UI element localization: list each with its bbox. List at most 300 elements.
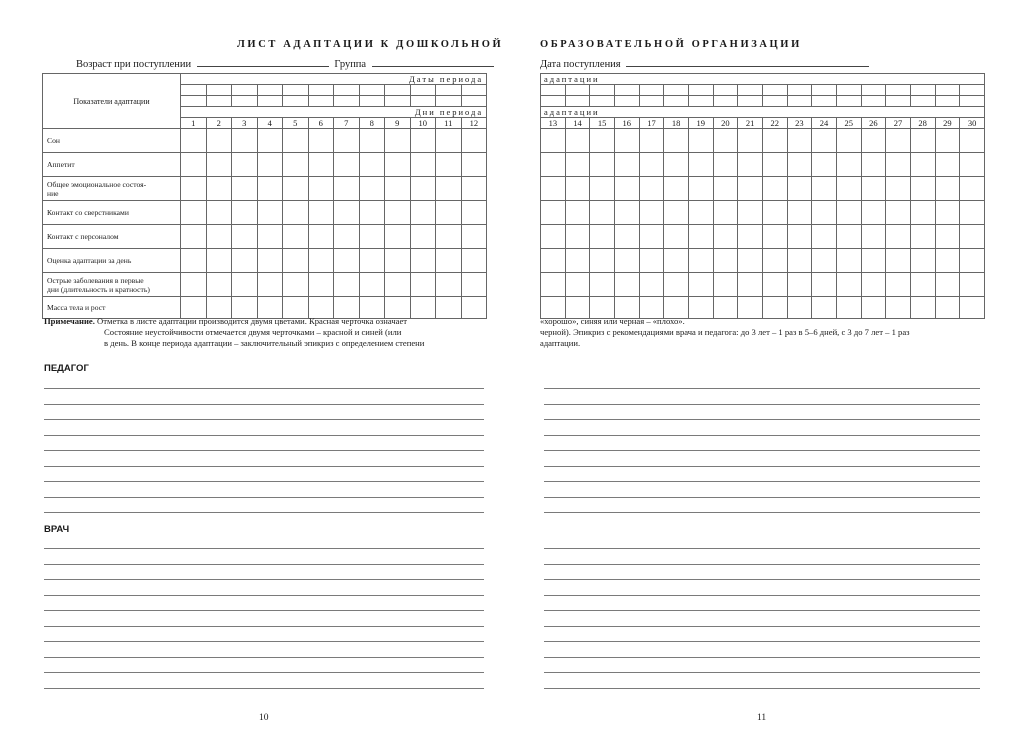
date-cell[interactable] [308, 85, 334, 96]
date-cell[interactable] [590, 85, 615, 96]
mark-cell[interactable] [232, 225, 258, 249]
date-cell[interactable] [664, 85, 689, 96]
mark-cell[interactable] [181, 273, 207, 297]
mark-cell[interactable] [283, 201, 309, 225]
mark-cell[interactable] [910, 249, 935, 273]
date-label: Дата поступления [540, 59, 621, 70]
mark-cell[interactable] [410, 153, 436, 177]
date-cell[interactable] [688, 85, 713, 96]
mark-cell[interactable] [614, 153, 639, 177]
date-cell[interactable] [565, 96, 590, 107]
mark-cell[interactable] [688, 177, 713, 201]
mark-cell[interactable] [181, 201, 207, 225]
day-number: 13 [541, 118, 566, 129]
mark-cell[interactable] [787, 129, 812, 153]
mark-cell[interactable] [257, 249, 283, 273]
writing-line [44, 497, 484, 498]
mark-cell[interactable] [664, 153, 689, 177]
doctor-writing-lines[interactable] [44, 548, 484, 698]
mark-cell[interactable] [935, 201, 960, 225]
date-cell[interactable] [461, 85, 487, 96]
writing-line [544, 466, 980, 467]
mark-cell[interactable] [910, 297, 935, 319]
mark-cell[interactable] [257, 273, 283, 297]
mark-cell[interactable] [935, 177, 960, 201]
mark-cell[interactable] [762, 273, 787, 297]
mark-cell[interactable] [787, 249, 812, 273]
date-cell[interactable] [283, 96, 309, 107]
right-writing-lines-top[interactable] [544, 388, 980, 518]
mark-cell[interactable] [960, 153, 985, 177]
date-cell[interactable] [410, 85, 436, 96]
mark-cell[interactable] [410, 225, 436, 249]
date-cell[interactable] [713, 96, 738, 107]
mark-cell[interactable] [762, 177, 787, 201]
mark-cell[interactable] [787, 153, 812, 177]
mark-cell[interactable] [359, 129, 385, 153]
mark-cell[interactable] [283, 273, 309, 297]
date-cell[interactable] [385, 85, 411, 96]
writing-line [544, 388, 980, 389]
mark-cell[interactable] [886, 177, 911, 201]
date-cell[interactable] [181, 96, 207, 107]
mark-cell[interactable] [787, 225, 812, 249]
mark-cell[interactable] [461, 201, 487, 225]
mark-cell[interactable] [639, 273, 664, 297]
mark-cell[interactable] [910, 129, 935, 153]
mark-cell[interactable] [960, 177, 985, 201]
date-cell[interactable] [812, 85, 837, 96]
mark-cell[interactable] [664, 177, 689, 201]
mark-cell[interactable] [910, 177, 935, 201]
mark-cell[interactable] [614, 249, 639, 273]
mark-cell[interactable] [283, 153, 309, 177]
mark-cell[interactable] [762, 153, 787, 177]
date-cell[interactable] [812, 96, 837, 107]
date-cell[interactable] [935, 85, 960, 96]
mark-cell[interactable] [308, 273, 334, 297]
mark-cell[interactable] [935, 273, 960, 297]
mark-cell[interactable] [861, 225, 886, 249]
teacher-heading: ПЕДАГОГ [44, 363, 89, 374]
mark-cell[interactable] [886, 129, 911, 153]
mark-cell[interactable] [639, 153, 664, 177]
day-number: 6 [308, 118, 334, 129]
mark-cell[interactable] [886, 273, 911, 297]
mark-cell[interactable] [861, 249, 886, 273]
mark-cell[interactable] [738, 273, 763, 297]
mark-cell[interactable] [232, 201, 258, 225]
mark-cell[interactable] [787, 201, 812, 225]
mark-cell[interactable] [232, 249, 258, 273]
mark-cell[interactable] [206, 225, 232, 249]
mark-cell[interactable] [910, 201, 935, 225]
mark-cell[interactable] [713, 249, 738, 273]
mark-cell[interactable] [762, 201, 787, 225]
mark-cell[interactable] [385, 177, 411, 201]
mark-cell[interactable] [836, 177, 861, 201]
mark-cell[interactable] [910, 225, 935, 249]
writing-line [544, 564, 980, 565]
mark-cell[interactable] [385, 249, 411, 273]
mark-cell[interactable] [590, 129, 615, 153]
mark-cell[interactable] [410, 249, 436, 273]
mark-cell[interactable] [590, 273, 615, 297]
mark-cell[interactable] [541, 153, 566, 177]
mark-cell[interactable] [385, 273, 411, 297]
mark-cell[interactable] [436, 177, 462, 201]
date-cell[interactable] [738, 96, 763, 107]
mark-cell[interactable] [836, 153, 861, 177]
mark-cell[interactable] [308, 153, 334, 177]
mark-cell[interactable] [738, 225, 763, 249]
mark-cell[interactable] [688, 249, 713, 273]
date-cell[interactable] [181, 85, 207, 96]
mark-cell[interactable] [206, 177, 232, 201]
mark-cell[interactable] [436, 273, 462, 297]
date-cell[interactable] [461, 96, 487, 107]
mark-cell[interactable] [410, 129, 436, 153]
date-cell[interactable] [410, 96, 436, 107]
mark-cell[interactable] [461, 297, 487, 319]
mark-cell[interactable] [614, 177, 639, 201]
date-cell[interactable] [738, 85, 763, 96]
mark-cell[interactable] [436, 225, 462, 249]
date-cell[interactable] [960, 85, 985, 96]
date-cell[interactable] [787, 96, 812, 107]
date-cell[interactable] [206, 85, 232, 96]
mark-cell[interactable] [738, 129, 763, 153]
mark-cell[interactable] [410, 177, 436, 201]
mark-cell[interactable] [206, 201, 232, 225]
date-cell[interactable] [359, 96, 385, 107]
mark-cell[interactable] [960, 129, 985, 153]
mark-cell[interactable] [639, 201, 664, 225]
mark-cell[interactable] [861, 129, 886, 153]
mark-cell[interactable] [590, 201, 615, 225]
mark-cell[interactable] [334, 177, 360, 201]
mark-cell[interactable] [257, 201, 283, 225]
mark-cell[interactable] [886, 249, 911, 273]
mark-cell[interactable] [935, 297, 960, 319]
mark-cell[interactable] [812, 177, 837, 201]
mark-cell[interactable] [836, 273, 861, 297]
mark-cell[interactable] [283, 225, 309, 249]
mark-cell[interactable] [886, 153, 911, 177]
date-cell[interactable] [436, 85, 462, 96]
mark-cell[interactable] [541, 177, 566, 201]
mark-cell[interactable] [334, 225, 360, 249]
mark-cell[interactable] [565, 129, 590, 153]
mark-cell[interactable] [960, 297, 985, 319]
mark-cell[interactable] [308, 177, 334, 201]
mark-cell[interactable] [461, 129, 487, 153]
mark-cell[interactable] [836, 201, 861, 225]
date-cell[interactable] [787, 85, 812, 96]
mark-cell[interactable] [812, 249, 837, 273]
mark-cell[interactable] [688, 201, 713, 225]
mark-cell[interactable] [861, 177, 886, 201]
mark-cell[interactable] [206, 129, 232, 153]
date-cell[interactable] [232, 96, 258, 107]
mark-cell[interactable] [960, 273, 985, 297]
writing-line [44, 688, 484, 689]
mark-cell[interactable] [436, 153, 462, 177]
date-cell[interactable] [861, 85, 886, 96]
mark-cell[interactable] [664, 201, 689, 225]
page-number-left: 10 [259, 713, 269, 723]
mark-cell[interactable] [181, 249, 207, 273]
mark-cell[interactable] [461, 249, 487, 273]
mark-cell[interactable] [541, 225, 566, 249]
mark-cell[interactable] [206, 273, 232, 297]
mark-cell[interactable] [565, 177, 590, 201]
mark-cell[interactable] [436, 249, 462, 273]
mark-cell[interactable] [308, 129, 334, 153]
mark-cell[interactable] [713, 201, 738, 225]
mark-cell[interactable] [762, 129, 787, 153]
date-cell[interactable] [257, 96, 283, 107]
mark-cell[interactable] [960, 249, 985, 273]
mark-cell[interactable] [232, 273, 258, 297]
mark-cell[interactable] [283, 249, 309, 273]
mark-cell[interactable] [385, 129, 411, 153]
mark-cell[interactable] [257, 225, 283, 249]
mark-cell[interactable] [334, 273, 360, 297]
mark-cell[interactable] [688, 129, 713, 153]
mark-cell[interactable] [461, 153, 487, 177]
mark-cell[interactable] [812, 273, 837, 297]
mark-cell[interactable] [181, 153, 207, 177]
mark-cell[interactable] [206, 153, 232, 177]
date-cell[interactable] [935, 96, 960, 107]
mark-cell[interactable] [308, 201, 334, 225]
mark-cell[interactable] [334, 249, 360, 273]
mark-cell[interactable] [762, 249, 787, 273]
mark-cell[interactable] [861, 201, 886, 225]
mark-cell[interactable] [688, 225, 713, 249]
mark-cell[interactable] [385, 225, 411, 249]
date-cell[interactable] [308, 96, 334, 107]
mark-cell[interactable] [590, 177, 615, 201]
mark-cell[interactable] [359, 153, 385, 177]
mark-cell[interactable] [713, 153, 738, 177]
date-cell[interactable] [385, 96, 411, 107]
mark-cell[interactable] [738, 249, 763, 273]
mark-cell[interactable] [232, 153, 258, 177]
mark-cell[interactable] [308, 225, 334, 249]
date-cell[interactable] [639, 85, 664, 96]
mark-cell[interactable] [787, 177, 812, 201]
date-cell[interactable] [836, 85, 861, 96]
mark-cell[interactable] [861, 273, 886, 297]
mark-cell[interactable] [639, 129, 664, 153]
teacher-writing-lines[interactable] [44, 388, 484, 518]
date-cell[interactable] [836, 96, 861, 107]
mark-cell[interactable] [762, 225, 787, 249]
mark-cell[interactable] [283, 129, 309, 153]
date-cell[interactable] [762, 85, 787, 96]
mark-cell[interactable] [664, 129, 689, 153]
mark-cell[interactable] [359, 273, 385, 297]
mark-cell[interactable] [461, 273, 487, 297]
mark-cell[interactable] [334, 201, 360, 225]
mark-cell[interactable] [935, 225, 960, 249]
mark-cell[interactable] [787, 273, 812, 297]
mark-cell[interactable] [436, 129, 462, 153]
date-cell[interactable] [541, 96, 566, 107]
mark-cell[interactable] [886, 201, 911, 225]
writing-line [544, 548, 980, 549]
mark-cell[interactable] [713, 177, 738, 201]
mark-cell[interactable] [232, 129, 258, 153]
mark-cell[interactable] [385, 153, 411, 177]
date-cell[interactable] [639, 96, 664, 107]
mark-cell[interactable] [664, 273, 689, 297]
date-cell[interactable] [886, 85, 911, 96]
mark-cell[interactable] [257, 177, 283, 201]
mark-cell[interactable] [461, 177, 487, 201]
date-cell[interactable] [614, 96, 639, 107]
mark-cell[interactable] [935, 249, 960, 273]
mark-cell[interactable] [614, 225, 639, 249]
mark-cell[interactable] [738, 201, 763, 225]
mark-cell[interactable] [960, 201, 985, 225]
indicator-label [43, 249, 181, 273]
mark-cell[interactable] [688, 153, 713, 177]
date-cell[interactable] [590, 96, 615, 107]
date-cell[interactable] [960, 96, 985, 107]
mark-cell[interactable] [812, 201, 837, 225]
mark-cell[interactable] [886, 225, 911, 249]
mark-cell[interactable] [590, 225, 615, 249]
mark-cell[interactable] [639, 225, 664, 249]
date-input-line[interactable] [626, 57, 869, 67]
date-cell[interactable] [664, 96, 689, 107]
mark-cell[interactable] [639, 177, 664, 201]
mark-cell[interactable] [359, 225, 385, 249]
mark-cell[interactable] [308, 249, 334, 273]
mark-cell[interactable] [836, 129, 861, 153]
mark-cell[interactable] [565, 249, 590, 273]
mark-cell[interactable] [410, 273, 436, 297]
mark-cell[interactable] [541, 129, 566, 153]
date-cell[interactable] [762, 96, 787, 107]
date-cell[interactable] [359, 85, 385, 96]
mark-cell[interactable] [232, 177, 258, 201]
mark-cell[interactable] [812, 153, 837, 177]
mark-cell[interactable] [664, 249, 689, 273]
right-writing-lines-bottom[interactable] [544, 548, 980, 698]
date-cell[interactable] [283, 85, 309, 96]
date-cell[interactable] [541, 85, 566, 96]
date-cell[interactable] [565, 85, 590, 96]
mark-cell[interactable] [639, 249, 664, 273]
mark-cell[interactable] [436, 297, 462, 319]
mark-cell[interactable] [738, 153, 763, 177]
mark-cell[interactable] [206, 249, 232, 273]
mark-cell[interactable] [713, 225, 738, 249]
mark-cell[interactable] [910, 273, 935, 297]
date-cell[interactable] [206, 96, 232, 107]
mark-cell[interactable] [738, 177, 763, 201]
date-cell[interactable] [436, 96, 462, 107]
mark-cell[interactable] [836, 225, 861, 249]
mark-cell[interactable] [541, 249, 566, 273]
mark-cell[interactable] [935, 153, 960, 177]
mark-cell[interactable] [565, 201, 590, 225]
date-cell[interactable] [614, 85, 639, 96]
date-cell[interactable] [886, 96, 911, 107]
mark-cell[interactable] [359, 177, 385, 201]
mark-cell[interactable] [334, 129, 360, 153]
mark-cell[interactable] [910, 153, 935, 177]
indicator-row [541, 225, 985, 249]
mark-cell[interactable] [713, 273, 738, 297]
date-cell[interactable] [910, 96, 935, 107]
date-cell[interactable] [861, 96, 886, 107]
mark-cell[interactable] [836, 249, 861, 273]
mark-cell[interactable] [181, 225, 207, 249]
indicator-row [43, 153, 487, 177]
age-label: Возраст при поступлении [76, 59, 192, 70]
date-cell[interactable] [688, 96, 713, 107]
mark-cell[interactable] [590, 153, 615, 177]
mark-cell[interactable] [614, 129, 639, 153]
mark-cell[interactable] [565, 225, 590, 249]
mark-cell[interactable] [664, 225, 689, 249]
group-input-line[interactable] [372, 57, 494, 67]
date-cell[interactable] [713, 85, 738, 96]
mark-cell[interactable] [614, 273, 639, 297]
page-title: ЛИСТ АДАПТАЦИИ К ДОШКОЛЬНОЙ [237, 39, 504, 50]
mark-cell[interactable] [935, 129, 960, 153]
mark-cell[interactable] [359, 201, 385, 225]
date-cell[interactable] [334, 96, 360, 107]
mark-cell[interactable] [688, 273, 713, 297]
mark-cell[interactable] [812, 225, 837, 249]
age-input-line[interactable] [197, 57, 329, 67]
mark-cell[interactable] [257, 129, 283, 153]
mark-cell[interactable] [812, 129, 837, 153]
mark-cell[interactable] [565, 273, 590, 297]
mark-cell[interactable] [410, 201, 436, 225]
note-block-right [540, 316, 910, 349]
mark-cell[interactable] [541, 201, 566, 225]
mark-cell[interactable] [565, 153, 590, 177]
date-cell[interactable] [232, 85, 258, 96]
mark-cell[interactable] [541, 273, 566, 297]
mark-cell[interactable] [283, 177, 309, 201]
mark-cell[interactable] [359, 249, 385, 273]
mark-cell[interactable] [713, 129, 738, 153]
mark-cell[interactable] [861, 153, 886, 177]
date-cell[interactable] [334, 85, 360, 96]
writing-line [44, 388, 484, 389]
mark-cell[interactable] [590, 249, 615, 273]
date-cell[interactable] [257, 85, 283, 96]
date-cell[interactable] [910, 85, 935, 96]
mark-cell[interactable] [181, 177, 207, 201]
mark-cell[interactable] [614, 201, 639, 225]
mark-cell[interactable] [257, 153, 283, 177]
mark-cell[interactable] [385, 201, 411, 225]
mark-cell[interactable] [334, 153, 360, 177]
mark-cell[interactable] [436, 201, 462, 225]
mark-cell[interactable] [461, 225, 487, 249]
mark-cell[interactable] [960, 225, 985, 249]
mark-cell[interactable] [181, 129, 207, 153]
